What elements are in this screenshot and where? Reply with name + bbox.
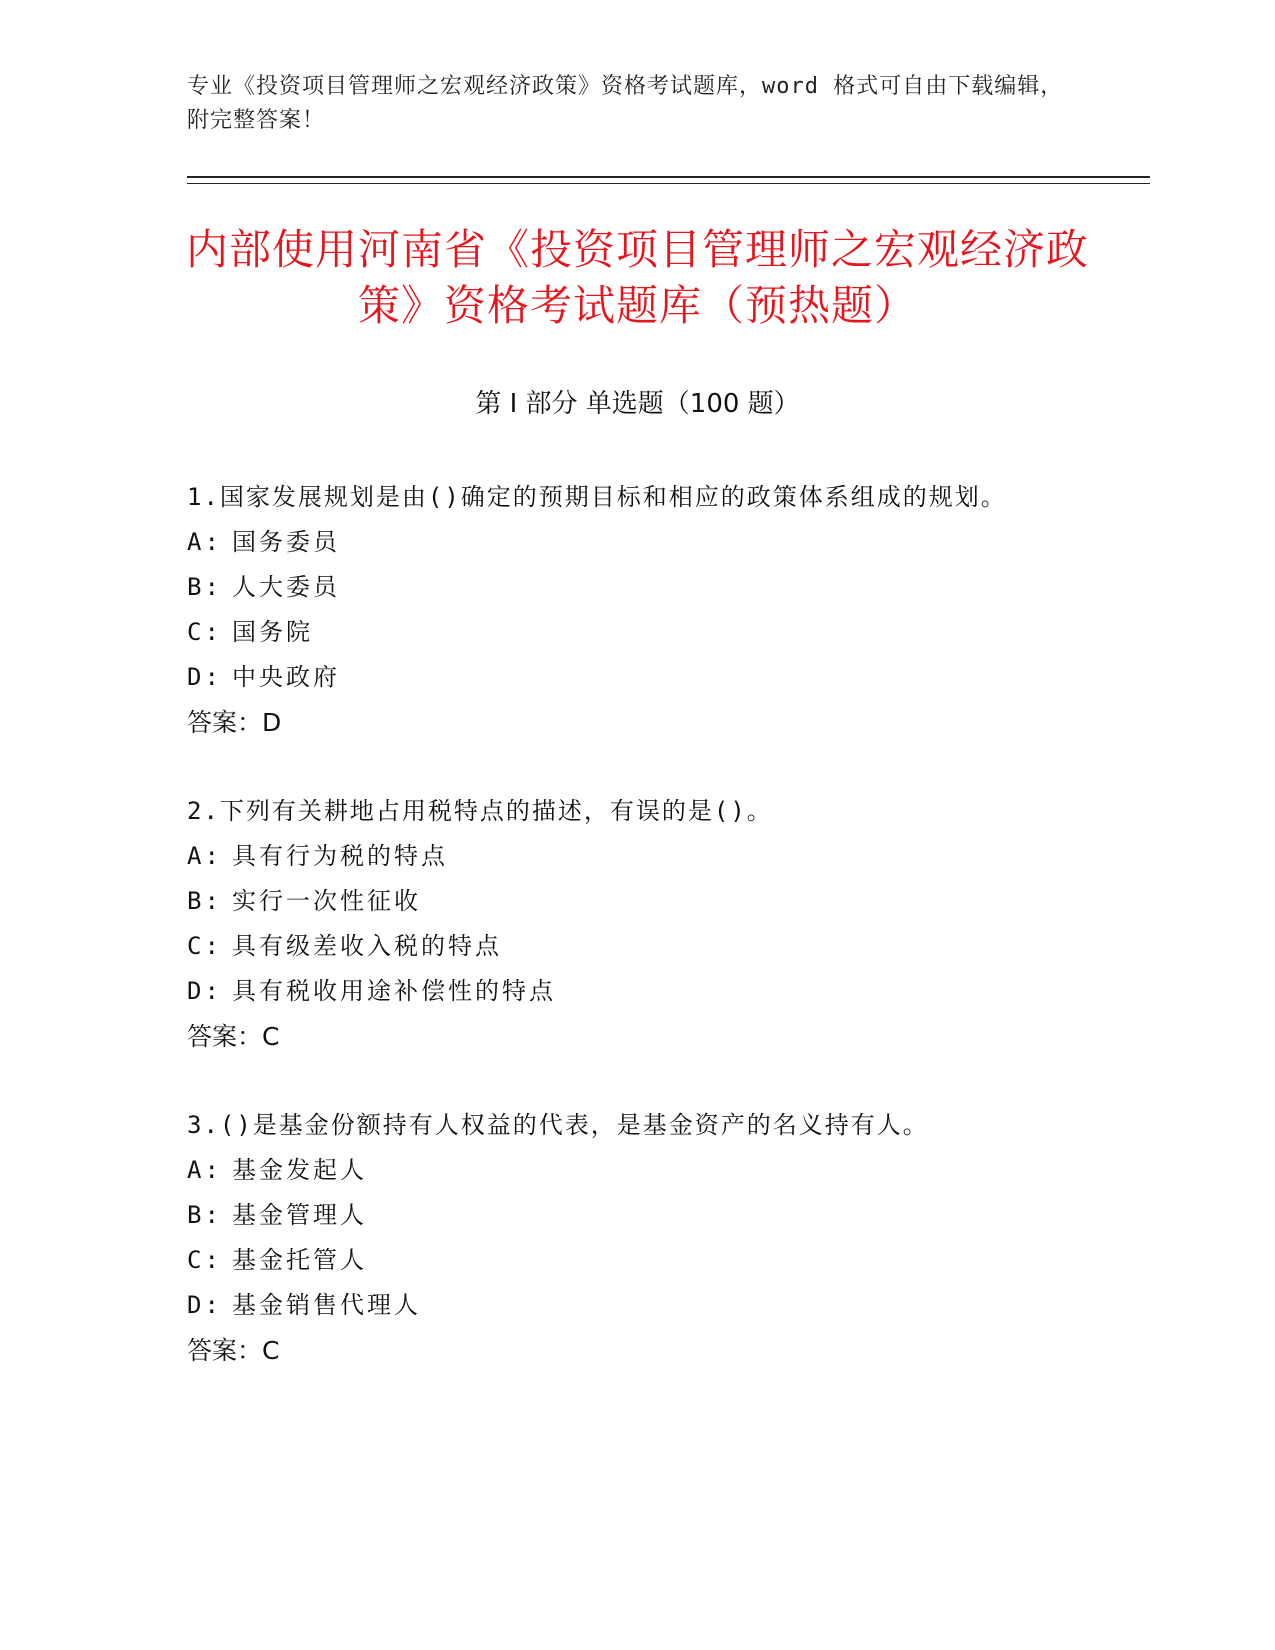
option-text: 中央政府	[232, 663, 340, 691]
option-b	[187, 1193, 1067, 1238]
option-d	[187, 655, 1067, 700]
answer-line: 答案：C	[187, 1336, 280, 1365]
option-c	[187, 1238, 1067, 1283]
option-a	[187, 520, 1067, 565]
question-1	[187, 474, 1067, 746]
option-key: C:	[187, 932, 222, 960]
option-key: B:	[187, 1201, 222, 1229]
header-divider-thin	[187, 183, 1150, 184]
question-stem: 1.国家发展规划是由()确定的预期目标和相应的政策体系组成的规划。	[187, 483, 1007, 511]
option-key: D:	[187, 977, 222, 1005]
option-text: 具有级差收入税的特点	[232, 932, 502, 960]
option-key: D:	[187, 1291, 222, 1319]
question-3	[187, 1102, 1067, 1374]
option-text: 基金管理人	[232, 1201, 367, 1229]
option-key: A:	[187, 842, 222, 870]
option-c	[187, 610, 1067, 655]
question-stem: 2.下列有关耕地占用税特点的描述，有误的是()。	[187, 797, 773, 825]
option-text: 具有税收用途补偿性的特点	[232, 977, 556, 1005]
answer-line: 答案：C	[187, 1022, 280, 1051]
option-key: A:	[187, 1156, 222, 1184]
option-key: A:	[187, 528, 222, 556]
question-stem: 3.()是基金份额持有人权益的代表，是基金资产的名义持有人。	[187, 1111, 929, 1139]
option-key: C:	[187, 1246, 222, 1274]
option-text: 基金发起人	[232, 1156, 367, 1184]
option-text: 国务委员	[232, 528, 340, 556]
header-divider-thick	[187, 176, 1150, 178]
option-d	[187, 969, 1067, 1014]
option-key: B:	[187, 887, 222, 915]
question-2	[187, 788, 1067, 1060]
option-b	[187, 565, 1067, 610]
header-note: 专业《投资项目管理师之宏观经济政策》资格考试题库，word 格式可自由下载编辑，附完整答案！	[187, 74, 1064, 133]
option-key: C:	[187, 618, 222, 646]
question-list	[187, 474, 1067, 1416]
option-d	[187, 1283, 1067, 1328]
option-a	[187, 834, 1067, 879]
document-title: 内部使用河南省《投资项目管理师之宏观经济政策》资格考试题库（预热题）	[185, 225, 1089, 330]
option-b	[187, 879, 1067, 924]
option-text: 基金托管人	[232, 1246, 367, 1274]
option-text: 实行一次性征收	[232, 887, 421, 915]
option-text: 人大委员	[232, 573, 340, 601]
option-key: B:	[187, 573, 222, 601]
answer-line: 答案：D	[187, 708, 282, 737]
option-key: D:	[187, 663, 222, 691]
option-c	[187, 924, 1067, 969]
option-a	[187, 1148, 1067, 1193]
option-text: 具有行为税的特点	[232, 842, 448, 870]
section-title: 第 I 部分 单选题（100 题）	[475, 389, 800, 419]
option-text: 基金销售代理人	[232, 1291, 421, 1319]
option-text: 国务院	[232, 618, 313, 646]
